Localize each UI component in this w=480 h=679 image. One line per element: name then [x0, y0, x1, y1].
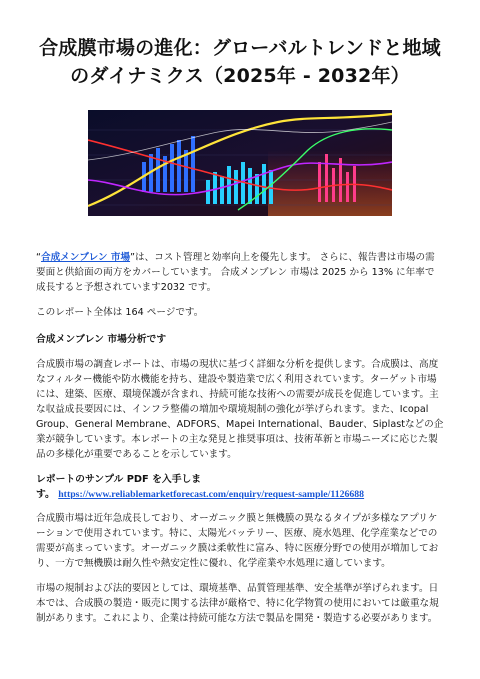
quote-open: “ — [36, 252, 41, 263]
regulation-paragraph: 市場の規制および法的要因としては、環境基準、品質管理基準、安全基準が挙げられます。日本では、合成膜の製造・販売に関する法律が厳格で、特に化学物質の使用においては厳重な規制があります。これにより、企業は持続可能な方法で製品を開発・製造する必要があります。 — [36, 583, 439, 624]
market-report-link[interactable]: 合成メンブレン 市場 — [40, 252, 131, 263]
page-title — [36, 0, 444, 90]
intro-text: ”は、コスト管理と効率向上を優先します。 さらに、報告書は市場の需要面と供給面の両方をカバーしています。 合成メンブレン 市場は 2025 から 13% に年率で成長すると予想されています2032 です。 — [36, 252, 435, 293]
sample-pdf-text: レポートのサンプル PDF を入手します。 — [36, 474, 202, 500]
analysis-paragraph: 合成膜市場の調査レポートは、市場の現状に基づく詳細な分析を提供します。合成膜は、高度なフィルター機能や防水機能を持ち、建設や製造業で広く利用されています。ターゲット市場には、建築、医療、環境保護が含まれ、持続可能な技術への需要が成長を促進しています。主な収益成長要因には、インフラ整備の増加や環境規制の強化が挙げられます。また、Icopal Group、General Membrane、ADFORS、Mapei International、Bauder、Siplastなどの企業が競争しています。本レポートの主な発見と推奨事項は、技術革新と市場ニーズに応じた製品の多様化が重要であることを示しています。 — [36, 359, 444, 460]
sample-pdf-link[interactable]: https://www.reliablemarketforecast.com/enquiry/request-sample/1126688 — [58, 489, 365, 500]
title-line-1: 合成膜市場の進化：グローバルトレンドと地域 — [39, 37, 441, 59]
section-heading-analysis: 合成メンブレン 市場分析です — [36, 334, 167, 345]
membrane-types-paragraph: 合成膜市場は近年急成長しており、オーガニック膜と無機膜の異なるタイプが多様なアプリケーションで使用されています。特に、太陽光バッテリー、医療、廃水処理、化学産業などでの需要が高まっています。オーガニック膜は柔軟性に富み、特に医療分野での使用が増加しており、一方で無機膜は耐久性や熱安定性に優れ、化学産業や水処理に適しています。 — [36, 513, 439, 569]
page-count-paragraph: このレポート全体は 164 ページです。 — [36, 307, 204, 318]
stock-chart-hero-image — [88, 110, 392, 216]
title-line-2: のダイナミクス（2025年 - 2032年） — [70, 65, 410, 87]
sample-pdf-heading — [36, 472, 444, 502]
intro-paragraph — [36, 250, 444, 295]
